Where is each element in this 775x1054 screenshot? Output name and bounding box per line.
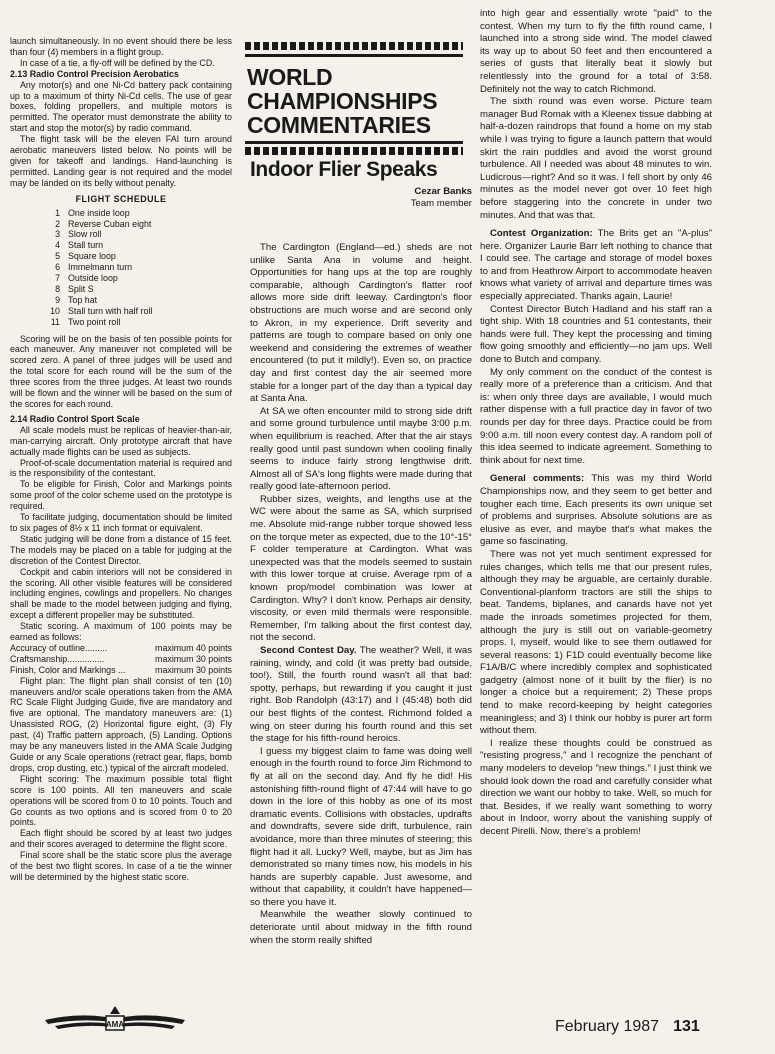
section-banner	[245, 42, 463, 159]
paragraph: The sixth round was even worse. Picture team manager Bud Romak with a Kleenex tissue dabbing at half-a-dozen raindrops that found a home on my stab while I was trying to figure a launch pattern that would skirt the rain puddles and avoid the worst ground turbulence. All I needed was about 48 minutes to win. Ludicrous—right? And so it was. I fell short by only 46 minutes as the model never got over 10 feet high before staggering into the concrete in under two minutes. And that was that.	[480, 96, 712, 221]
subhead: Second Contest Day.	[260, 645, 357, 656]
paragraph: To be eligible for Finish, Color and Markings points some proof of the color scheme used on the prototype is required.	[10, 479, 232, 512]
list-item: 7 Outside loop	[55, 273, 118, 284]
paragraph: Meanwhile the weather slowly continued to deteriorate until about midway in the fifth round when the storm really shifted	[250, 909, 472, 946]
list-item: 3 Slow roll	[55, 229, 102, 240]
paragraph: Scoring will be on the basis of ten possible points for each maneuver. Any maneuver not completed will be scored zero. A panel of three judges will be used and the total score for each round will be the sum of the three scores from the three judges. At least two rounds will be flown and the winner will be based on the sum of the scores for each round.	[10, 333, 232, 409]
paragraph: All scale models must be replicas of heavier-than-air, man-carrying aircraft. Only prototype aircraft that have actually made flights can be used as subjects.	[10, 424, 232, 457]
paragraph: Final score shall be the static score plus the average of the best two flight scores. In case of a tie the winner will be determined by the highest static score.	[10, 850, 232, 882]
list-item: Accuracy of outline......... maximum 40 points	[10, 642, 232, 653]
decorative-star-rule	[245, 42, 463, 50]
paragraph: I realize these thoughts could be construed as "resisting progress," and I recognize the penchant of many modelers to develop "new things." I just think we should look down the road and carefully consider what direction we want our hobby to take. Well, so much for that. Besides, if we really want something to worry about in Indoor, worry about the vanishing supply of decent Pirelli. Now, there's a problem!	[480, 737, 712, 837]
ama-wings-logo	[40, 1000, 190, 1040]
article-title: Indoor Flier Speaks	[250, 158, 438, 181]
paragraph: Rubber sizes, weights, and lengths use at the WC were about the same as SA, which surprised me. Absolute mid-range rubber torque showed less on the torque meter as expected, due to the 10°-15° F colder temperature at Cardington. What was unexpected was that the models seemed to sustain with this lower torque at cruise. Average rpm of a known prop/model combination was lower at Cardington. Why? I don't know. Perhaps air density, viscosity, or even mild thermals were responsible. Remember, I'm talking about the first contest day, not the second.	[250, 493, 472, 644]
paragraph: To facilitate judging, documentation should be limited to six pages of 8½ x 11 inch format or equivalent.	[10, 512, 232, 533]
list-item: 9 Top hat	[55, 294, 98, 305]
paragraph: At SA we often encounter mild to strong side drift and some ground turbulence until maybe 3:00 p.m. when equilibrium is reached. After that the air stays really good until past sundown when cooling finally seems to induce fairly strong lengthwise drift. Almost all of SA's long flights were made during that really good late-afternoon period.	[250, 405, 472, 493]
paragraph: My only comment on the conduct of the contest is really more of a preference than a criticism. And that is: when only three days are available, I would much rather dispense with a full practice day in favor of two rounds per day for three days. Practice could be from 9:00 a.m. till noon every contest day. A random poll of this idea seemed to indicate agreement. Something to think about for next time.	[480, 366, 712, 466]
list-item: 6 Immelmann turn	[55, 262, 133, 273]
paragraph: Proof-of-scale documentation material is required and is the responsibility of the contestant.	[10, 457, 232, 479]
column-rules	[10, 36, 232, 1006]
schedule-title: FLIGHT SCHEDULE	[75, 193, 167, 204]
page-number: 131	[673, 1018, 700, 1035]
subhead: General comments:	[490, 473, 585, 485]
list-item: 10 Stall turn with half roll	[50, 305, 153, 316]
paragraph: General comments: This was my third World Championships now, and they seem to get better and tougher each time. Each presents its own unique set of problems and surprises. Absolute solutions are as elusive as ever, and maybe that's what makes the game so fascinating.	[480, 473, 712, 548]
paragraph: I guess my biggest claim to fame was doing well enough in the fourth round to force Jim Richmond to fly at all on the second day. And fly he did! His astonishing fifth-round flight of 47:44 will have to go down in the lore of this hobby as one of its most dramatic events. Collisions with obstacles, updrafts and downdrafts, severe side drift, turbulence, rain avoidance, more than three minutes of steering; this flight had it all. Lucky? Well, maybe, but as Jim has demonstrated so many times now, his models in his hands are superbly capable. Just awesome, and without that capability, it couldn't have happened—so there you have it.	[250, 745, 472, 908]
flight-schedule-list	[46, 208, 232, 328]
paragraph: Static judging will be done from a distance of 15 feet. The models may be placed on a table for judging at the discretion of the Contest Director.	[10, 533, 232, 566]
static-scoring-table	[10, 643, 232, 676]
paragraph: Any motor(s) and one Ni-Cd battery pack containing up to a maximum of thirty Ni-Cd cells. The use of gear boxes, folding propellers, and multiple motors is permitted. The operator must demonstrate the ability to start and stop the motor(s) by radio command.	[10, 79, 232, 134]
paragraph: Contest Director Butch Hadland and his staff ran a tight ship. With 18 countries and 51 contestants, their hands were full. They kept the processing and timing flow going smoothly and efficiently—no jam ups. Well done to Butch and company.	[480, 303, 712, 366]
paragraph: The Cardington (England—ed.) sheds are not unlike Santa Ana in volume and height. Opportunities for hang ups at the top are roughly comparable, although Cardington's flatter roof allows more side drift leeway. Cardington's floor obstructions are much worse and are second only to Akron, in my experience. Drift severity and patterns are tough to compare based on only one weekend and considering the extremes of weather encountered (to put it mildly!). Even so, on practice day and first contest day the air seemed more stable for a longer part of the day than a typical day at Santa Ana.	[250, 242, 472, 405]
list-item: Finish, Color and Markings ... maximum 30 points	[10, 664, 232, 675]
column-article-1	[250, 242, 472, 1012]
list-item: 5 Square loop	[55, 251, 116, 262]
divider	[245, 141, 463, 144]
paragraph: Static scoring. A maximum of 100 points may be earned as follows:	[10, 621, 232, 643]
paragraph: launch simultaneously. In no event should there be less than four (4) members in a flight group.	[10, 36, 232, 57]
svg-text:AMA: AMA	[105, 1020, 125, 1029]
paragraph: There was not yet much sentiment expressed for rules changes, which tells me that our present rules, although they may be arguable, are certainly durable. Conventional-planform tractors are still the ships to beat. Tandems, biplanes, and canards have not yet made the inroads sometimes projected for them, although the jury is still out on variable-geometry props. I, myself, would like to see them outlawed for several reasons: 1) F1D could eventually become like F1A/B/C where incredibly complex and sophisticated gadgetry (almost none of it built by the flier) is no longer a choice but a requirement; 2) These props tend to make record-keeping by height categories meaningless; and 3) I think our hobby is purer art form without them.	[480, 548, 712, 737]
byline	[380, 186, 472, 210]
author-name: Cezar Banks	[414, 186, 472, 197]
paragraph: Each flight should be scored by at least two judges and their scores averaged to determine the flight score.	[10, 828, 232, 850]
column-article-2	[480, 8, 712, 1008]
decorative-star-rule	[245, 147, 463, 155]
section-heading-2-13: 2.13 Radio Control Precision Aerobatics	[10, 68, 179, 79]
list-item: 2 Reverse Cuban eight	[55, 218, 152, 229]
page-footer	[555, 1018, 700, 1036]
subhead: Contest Organization:	[490, 228, 593, 240]
paragraph: In case of a tie, a fly-off will be defined by the CD.	[20, 57, 215, 68]
banner-title: WORLD CHAMPIONSHIPS COMMENTARIES	[247, 64, 438, 138]
issue-date: February 1987	[555, 1018, 660, 1035]
paragraph: The flight task will be the eleven FAI turn around aerobatic maneuvers listed below. No points will be given for takeoff and landings. Hand-launching is permitted. Landing gear is not required and the model may be landed on its belly without penalty.	[10, 134, 232, 188]
list-item: 4 Stall turn	[55, 240, 104, 251]
author-role: Team member	[410, 198, 472, 209]
paragraph: Contest Organization: The Brits get an "A-plus" here. Organizer Laurie Barr left nothing to chance that I could see. The cartage and storage of model boxes to and from Heathrow Airport to accommodate heaven knows what variety of arrival and departure times was especially appreciated. Thanks again, Laurie!	[480, 228, 712, 303]
ama-logo-icon	[40, 1000, 190, 1040]
list-item: 1 One inside loop	[55, 207, 130, 218]
paragraph: Flight scoring: The maximum possible total flight score is 100 points. All ten maneuvers and scale operations will be scored from 0 to 10 points. Touch and Go counts as two options and is scored from 0 to 20 points.	[10, 773, 232, 828]
paragraph: into high gear and essentially wrote "paid" to the contest. When my turn to fly the fifth round came, I launched into a strong side wind. The model clawed its way up to about 50 feet and then encountered a series of gusts that literally beat it slowly but relentlessly into the ground for a total of 3:58. Definitely not the way to catch Richmond.	[480, 8, 712, 95]
paragraph: Flight plan: The flight plan shall consist of ten (10) maneuvers and/or scale operations taken from the AMA RC Scale Flight Judging Guide, five are mandatory and five are optional. The mandatory maneuvers are: (1) Unassisted ROG, (2) Horizontal figure eight, (3) Fly past, (4) Traffic pattern approach, (5) Landing. Options may be any maneuvers listed in the AMA Scale Judging Guide or any Scale operations (retract gear, flaps, bomb drops, crop dusting, etc.) typical of the aircraft modeled.	[10, 675, 232, 773]
paragraph: Cockpit and cabin interiors will not be considered in the scoring. All other visible features will be considered including engines, cowlings and propellers. No changes shall be made to the model between judging and flying, except a different propeller may be substituted.	[10, 566, 232, 621]
divider	[245, 54, 463, 57]
list-item: 11 Two point roll	[50, 316, 121, 327]
list-item: Craftsmanship............... maximum 30 points	[10, 653, 232, 664]
paragraph: Second Contest Day. The weather? Well, it was raining, windy, and cold (it was pretty bad outside, too!). Still, the fourth round wasn't all that bad: spotty, perhaps, but rewarding if you caught it just right. Bob Randolph (43:17) and I (45:48) both did our best flights of the contest. Richmond folded a wing on steer during his fourth round and this set the stage for his fifth-round heroics.	[250, 645, 472, 745]
section-heading-2-14: 2.14 Radio Control Sport Scale	[10, 413, 140, 424]
list-item: 8 Split S	[55, 283, 94, 294]
